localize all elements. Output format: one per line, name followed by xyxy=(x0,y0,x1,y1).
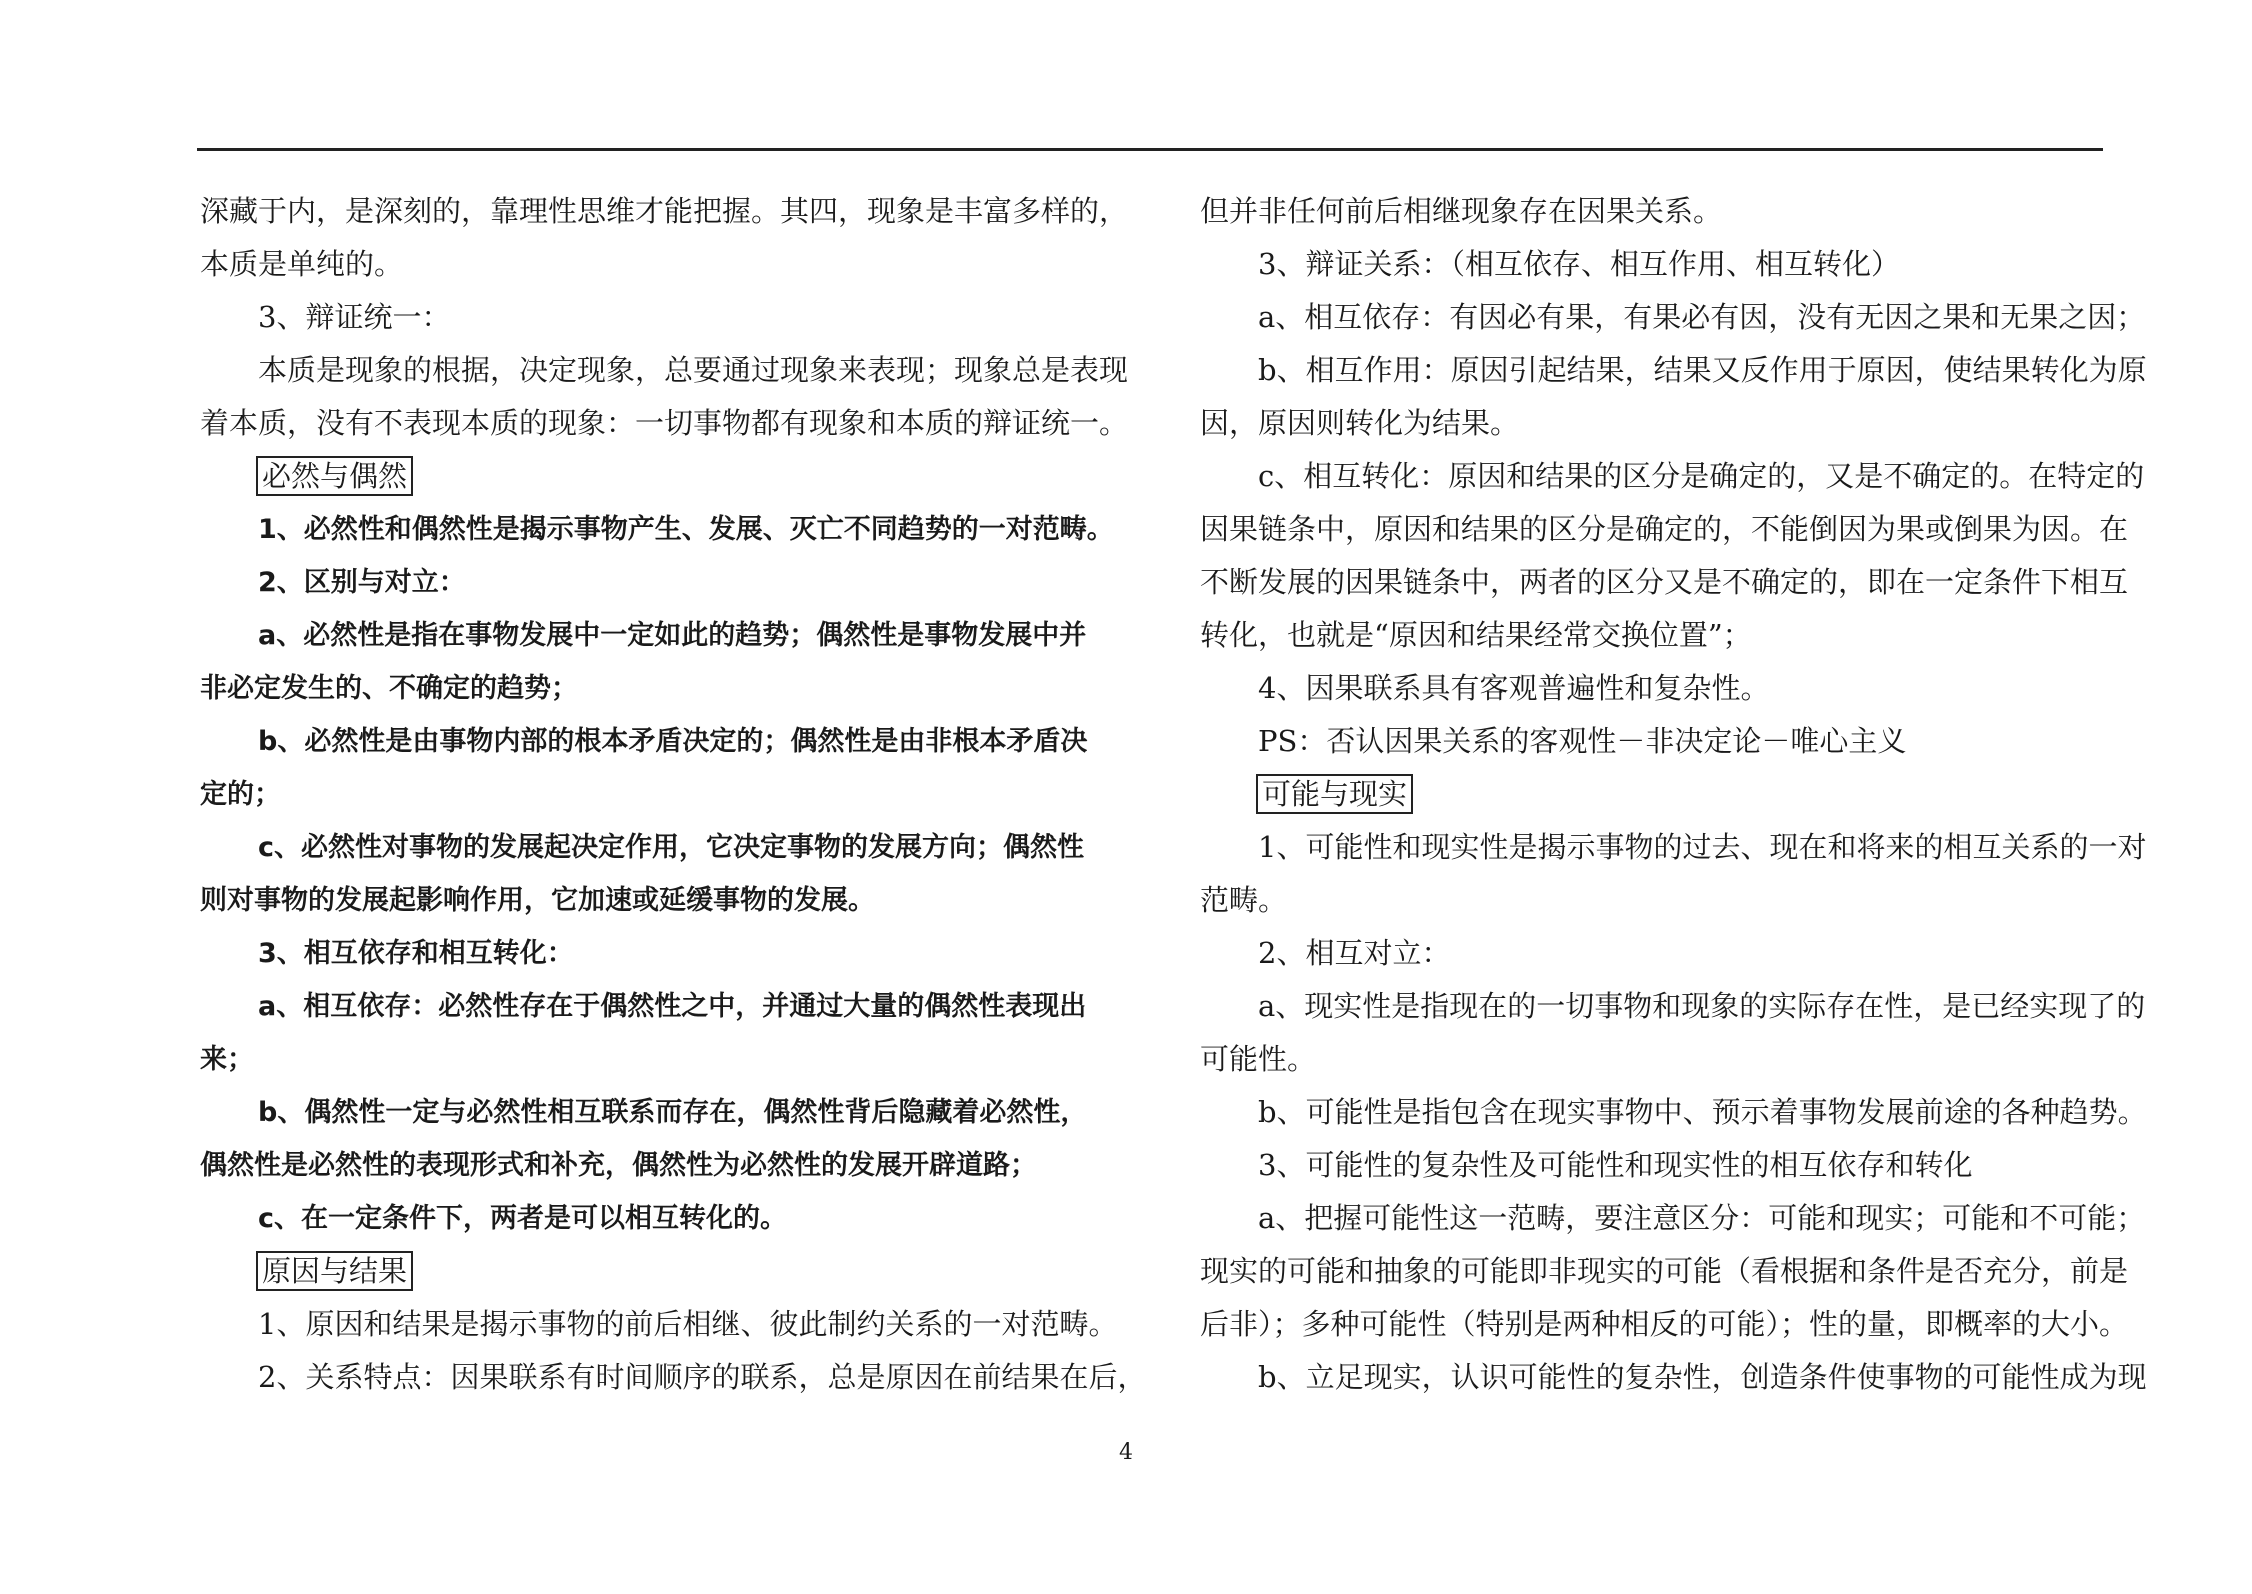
text-line: 3、辩证关系：（相互依存、相互作用、相互转化） xyxy=(1258,247,1900,281)
text-line: c、必然性对事物的发展起决定作用，它决定事物的发展方向；偶然性 xyxy=(258,832,1085,863)
text-line: c、在一定条件下，两者是可以相互转化的。 xyxy=(258,1203,788,1234)
text-line: b、必然性是由事物内部的根本矛盾决定的；偶然性是由非根本矛盾决 xyxy=(258,726,1088,757)
text-line: b、相互作用：原因引起结果，结果又反作用于原因，使结果转化为原 xyxy=(1258,353,2147,387)
text-line: 转化，也就是“原因和结果经常交换位置”； xyxy=(1200,618,1752,652)
text-line: b、立足现实，认识可能性的复杂性，创造条件使事物的可能性成为现 xyxy=(1258,1360,2147,1394)
header-rule xyxy=(197,148,2103,151)
text-line: b、偶然性一定与必然性相互联系而存在，偶然性背后隐藏着必然性， xyxy=(258,1097,1088,1128)
text-line: 1、可能性和现实性是揭示事物的过去、现在和将来的相互关系的一对 xyxy=(1258,830,2147,864)
section-heading-line xyxy=(1200,768,2112,821)
text-line: 非必定发生的、不确定的趋势； xyxy=(200,673,578,704)
section-heading-line xyxy=(200,450,1112,503)
text-line: 3、辩证统一： xyxy=(258,300,451,334)
text-line: 4、因果联系具有客观普遍性和复杂性。 xyxy=(1258,671,1770,705)
text-line: c、相互转化：原因和结果的区分是确定的，又是不确定的。在特定的 xyxy=(1258,459,2145,493)
right-column xyxy=(1200,185,2147,1404)
text-line: a、相互依存：有因必有果，有果必有因，没有无因之果和无果之因； xyxy=(1258,300,2146,334)
text-line: 深藏于内，是深刻的，靠理性思维才能把握。其四，现象是丰富多样的， xyxy=(200,194,1129,228)
text-line: 偶然性是必然性的表现形式和补充，偶然性为必然性的发展开辟道路； xyxy=(200,1150,1037,1181)
text-line: 后非）；多种可能性（特别是两种相反的可能）；性的量，即概率的大小。 xyxy=(1200,1307,2129,1341)
text-line: 则对事物的发展起影响作用，它加速或延缓事物的发展。 xyxy=(200,885,875,916)
text-line: 来； xyxy=(200,1044,254,1075)
text-line: a、必然性是指在事物发展中一定如此的趋势；偶然性是事物发展中并 xyxy=(258,620,1087,651)
text-line: PS：否认因果关系的客观性－非决定论－唯心主义 xyxy=(1258,724,1907,758)
section-heading: 原因与结果 xyxy=(256,1251,413,1291)
text-line: 1、必然性和偶然性是揭示事物产生、发展、灭亡不同趋势的一对范畴。 xyxy=(258,514,1114,545)
text-line: 本质是现象的根据，决定现象，总要通过现象来表现；现象总是表现 xyxy=(258,353,1129,387)
text-line: 但并非任何前后相继现象存在因果关系。 xyxy=(1200,194,1723,228)
section-heading: 可能与现实 xyxy=(1256,774,1413,814)
text-line: 3、相互依存和相互转化： xyxy=(258,938,574,969)
text-line: 本质是单纯的。 xyxy=(200,247,404,281)
text-line: b、可能性是指包含在现实事物中、预示着事物发展前途的各种趋势。 xyxy=(1258,1095,2147,1129)
text-line: 2、区别与对立： xyxy=(258,567,466,598)
text-line: 3、可能性的复杂性及可能性和现实性的相互依存和转化 xyxy=(1258,1148,1973,1182)
left-column xyxy=(200,185,1147,1404)
text-line: a、把握可能性这一范畴，要注意区分：可能和现实；可能和不可能； xyxy=(1258,1201,2146,1235)
text-line: 着本质，没有不表现本质的现象：一切事物都有现象和本质的辩证统一。 xyxy=(200,406,1129,440)
section-heading-line xyxy=(200,1245,1112,1298)
text-line: a、相互依存：必然性存在于偶然性之中，并通过大量的偶然性表现出 xyxy=(258,991,1087,1022)
text-line: 定的； xyxy=(200,779,281,810)
section-heading: 必然与偶然 xyxy=(256,456,413,496)
text-line: 因，原因则转化为结果。 xyxy=(1200,406,1520,440)
text-line: 可能性。 xyxy=(1200,1042,1317,1076)
text-line: 现实的可能和抽象的可能即非现实的可能（看根据和条件是否充分，前是 xyxy=(1200,1254,2129,1288)
text-line: 因果链条中，原因和结果的区分是确定的，不能倒因为果或倒果为因。在 xyxy=(1200,512,2129,546)
page-number: 4 xyxy=(1119,1440,1133,1465)
text-line: a、现实性是指现在的一切事物和现象的实际存在性，是已经实现了的 xyxy=(1258,989,2146,1023)
text-line: 1、原因和结果是揭示事物的前后相继、彼此制约关系的一对范畴。 xyxy=(258,1307,1118,1341)
text-line: 2、相互对立： xyxy=(1258,936,1451,970)
text-line: 不断发展的因果链条中，两者的区分又是不确定的，即在一定条件下相互 xyxy=(1200,565,2129,599)
text-line: 2、关系特点：因果联系有时间顺序的联系，总是原因在前结果在后， xyxy=(258,1360,1147,1394)
text-line: 范畴。 xyxy=(1200,883,1288,917)
